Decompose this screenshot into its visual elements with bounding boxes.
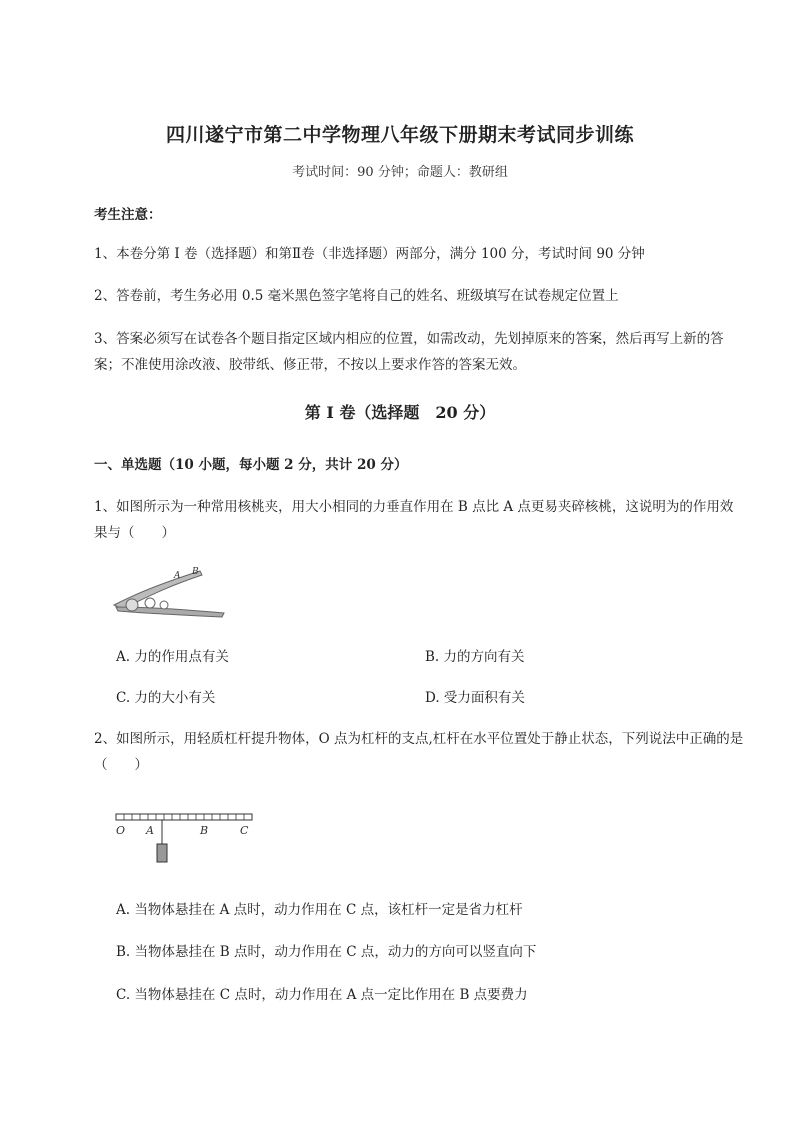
figure-label-b: B [192, 567, 199, 577]
notice-item-1: 1、本卷分第 I 卷（选择题）和第Ⅱ卷（非选择题）两部分，满分 100 分，考试时间 90 分钟 [94, 246, 645, 262]
q2-option-a[interactable]: A. 当物体悬挂在 A 点时，动力作用在 C 点，该杠杆一定是省力杠杆 [116, 902, 523, 918]
lever-label-a: A [146, 824, 154, 837]
lever-label-c: C [240, 824, 249, 837]
q1-option-d[interactable]: D. 受力面积有关 [425, 690, 525, 706]
notice-heading: 考生注意： [94, 207, 162, 223]
lever-figure [110, 806, 260, 870]
q1-option-a[interactable]: A. 力的作用点有关 [116, 649, 229, 665]
q1-option-c[interactable]: C. 力的大小有关 [116, 690, 216, 706]
exam-info: 考试时间：90 分钟；命题人：教研组 [292, 165, 508, 180]
lever-label-b: B [200, 824, 209, 837]
figure-label-a: A [174, 571, 181, 581]
part-heading: 一、单选题（10 小题，每小题 2 分，共计 20 分） [94, 457, 408, 473]
q2-option-c[interactable]: C. 当物体悬挂在 C 点时，动力作用在 A 点一定比作用在 B 点要费力 [116, 987, 528, 1003]
section-title: 第 I 卷（选择题 20 分） [304, 403, 496, 422]
q2-option-b[interactable]: B. 当物体悬挂在 B 点时，动力作用在 C 点，动力的方向可以竖直向下 [116, 944, 537, 960]
notice-item-3: 3、答案必须写在试卷各个题目指定区域内相应的位置，如需改动，先划掉原来的答案，然后再写上新的答案；不准使用涂改液、胶带纸、修正带，不按以上要求作答的答案无效。 [94, 331, 724, 373]
question-1-stem: 1、如图所示为一种常用核桃夹，用大小相同的力垂直作用在 B 点比 A 点更易夹碎核桃，这说明为的作用效果与（ ） [94, 499, 734, 541]
lever-label-o: O [116, 824, 126, 837]
nutcracker-figure [110, 563, 230, 623]
q1-option-b[interactable]: B. 力的方向有关 [425, 649, 525, 665]
notice-item-2: 2、答卷前，考生务必用 0.5 毫米黑色签字笔将自己的姓名、班级填写在试卷规定位置上 [94, 288, 619, 304]
page-title: 四川遂宁市第二中学物理八年级下册期末考试同步训练 [165, 124, 634, 146]
question-2-stem: 2、如图所示，用轻质杠杆提升物体，O 点为杠杆的支点,杠杆在水平位置处于静止状态，下列说法中正确的是（ ） [94, 731, 744, 773]
